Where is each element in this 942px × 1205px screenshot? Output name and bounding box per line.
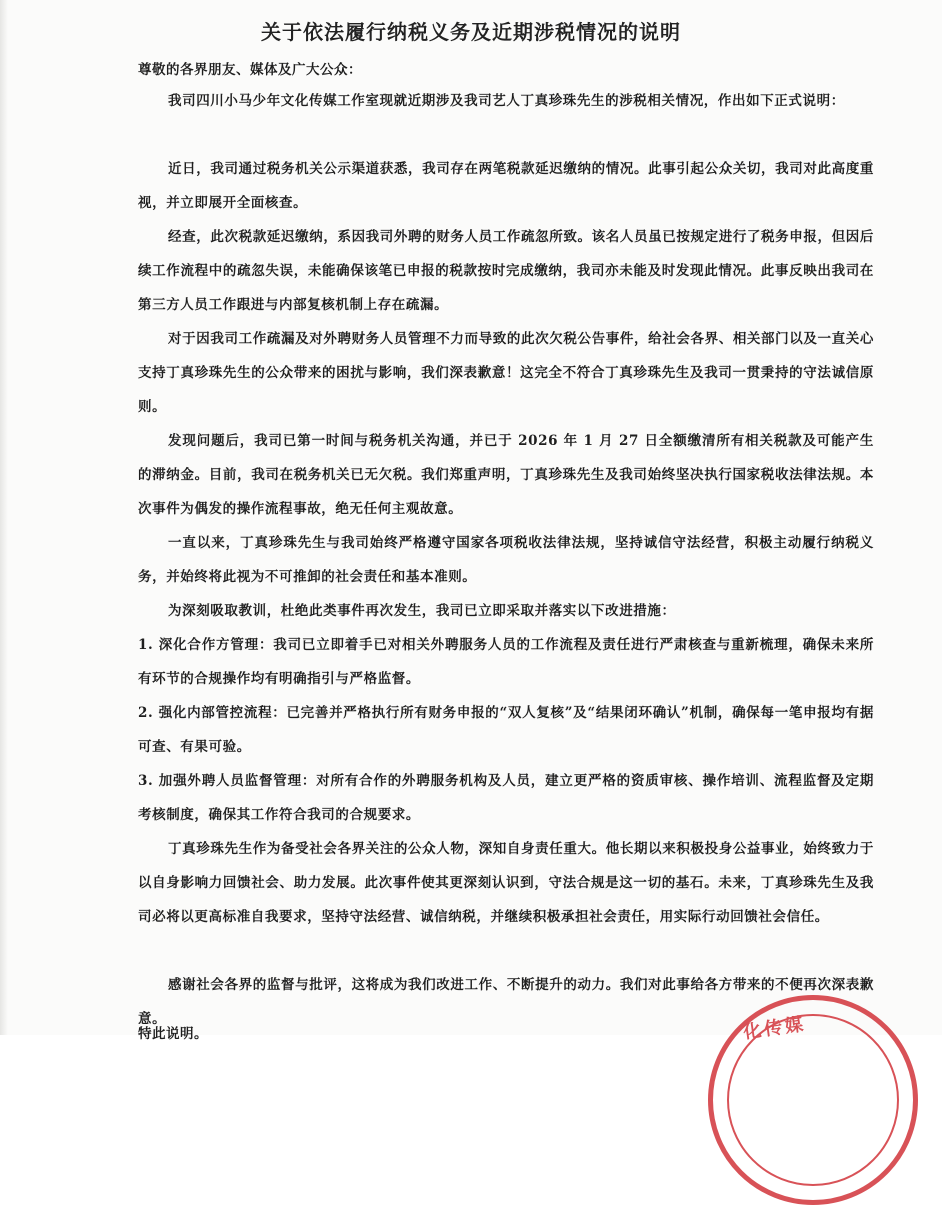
paragraph-thanks: 感谢社会各界的监督与批评，这将成为我们改进工作、不断提升的动力。我们对此事给各方带来的不便再次深表歉意。 [138,977,874,1027]
paragraph-measures-intro: 为深刻吸取教训，杜绝此类事件再次发生，我司已立即采取并落实以下改进措施： [168,603,676,619]
salutation: 尊敬的各界朋友、媒体及广大公众： [138,62,362,78]
measure-item-1: 1. 深化合作方管理：我司已立即着手已对相关外聘服务人员的工作流程及责任进行严肃核查与重新梳理，确保未来所有环节的合规操作均有明确指引与严格监督。 [138,637,874,687]
seal-text: 化传媒 [742,1013,808,1044]
paragraph-intro: 我司四川小马少年文化传媒工作室现就近期涉及我司艺人丁真珍珠先生的涉税相关情况，作出如下正式说明： [168,93,845,109]
closing-line: 特此说明。 [138,1026,208,1042]
paragraph-notice: 近日，我司通过税务机关公示渠道获悉，我司存在两笔税款延迟缴纳的情况。此事引起公众关切，我司对此高度重视，并立即展开全面核查。 [138,161,874,211]
measure-item-2: 2. 强化内部管控流程：已完善并严格执行所有财务申报的“双人复核”及“结果闭环确认”机制，确保每一笔申报均有据可查、有果可验。 [138,705,874,755]
measure-item-3: 3. 加强外聘人员监督管理：对所有合作的外聘服务机构及人员，建立更严格的资质审核、操作培训、流程监督及定期考核制度，确保其工作符合我司的合规要求。 [138,773,874,823]
document-title: 关于依法履行纳税义务及近期涉税情况的说明 [261,20,681,44]
company-seal [708,995,918,1205]
paragraph-investigation: 经查，此次税款延迟缴纳，系因我司外聘的财务人员工作疏忽所致。该名人员虽已按规定进行了税务申报，但因后续工作流程中的疏忽失误，未能确保该笔已申报的税款按时完成缴纳，我司亦未能及时发现此情况。此事反映出我司在第三方人员工作跟进与内部复核机制上存在疏漏。 [138,229,874,313]
paragraph-apology: 对于因我司工作疏漏及对外聘财务人员管理不力而导致的此次欠税公告事件，给社会各界、相关部门以及一直关心支持丁真珍珠先生的公众带来的困扰与影响，我们深表歉意！这完全不符合丁真珍珠先生及我司一贯秉持的守法诚信原则。 [138,331,874,415]
paragraph-public-figure: 丁真珍珠先生作为备受社会各界关注的公众人物，深知自身责任重大。他长期以来积极投身公益事业，始终致力于以自身影响力回馈社会、助力发展。此次事件使其更深刻认识到，守法合规是这一切的基石。未来，丁真珍珠先生及我司必将以更高标准自我要求，坚持守法经营、诚信纳税，并继续积极承担社会责任，用实际行动回馈社会信任。 [138,841,874,925]
scan-shadow [0,0,8,1035]
paragraph-commitment: 一直以来，丁真珍珠先生与我司始终严格遵守国家各项税收法律法规，坚持诚信守法经营，积极主动履行纳税义务，并始终将此视为不可推卸的社会责任和基本准则。 [138,535,874,585]
paragraph-remedy: 发现问题后，我司已第一时间与税务机关沟通，并已于 2026 年 1 月 27 日全额缴清所有相关税款及可能产生的滞纳金。目前，我司在税务机关已无欠税。我们郑重声明，丁真珍珠先生及我司始终坚决执行国家税收法律法规。本次事件为偶发的操作流程事故，绝无任何主观故意。 [138,433,874,517]
